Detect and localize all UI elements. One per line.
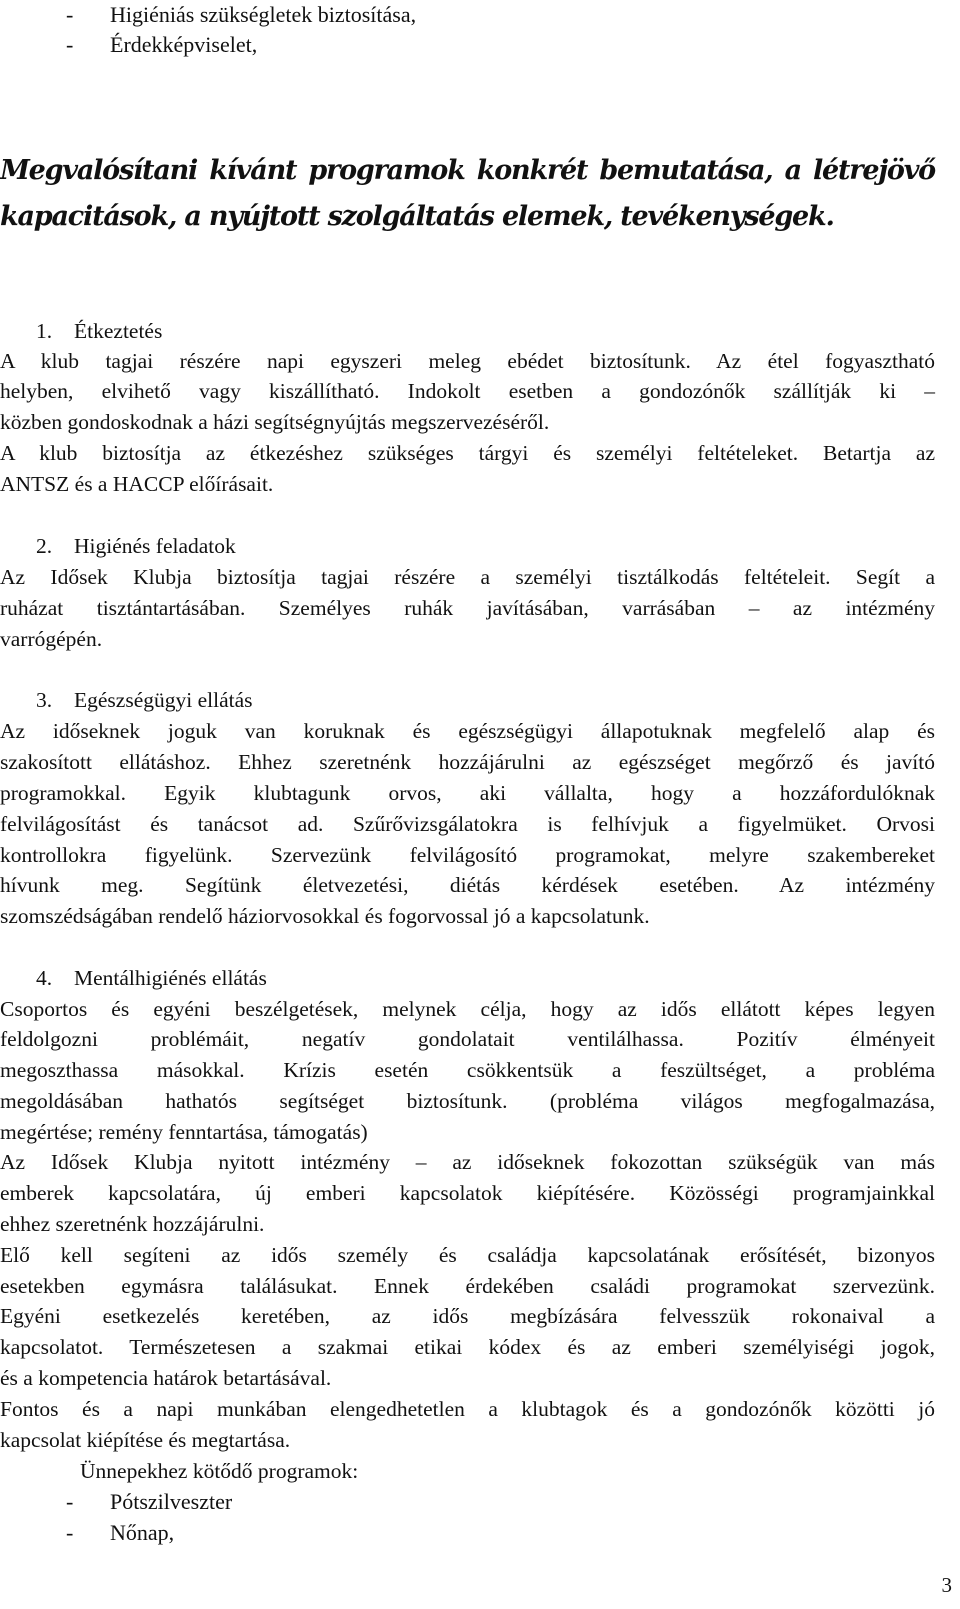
bullet-text: Higiéniás szükségletek biztosítása,: [110, 2, 417, 27]
section-title-text: Higiénés feladatok: [74, 534, 236, 558]
bullet-text: Nőnap,: [110, 1520, 175, 1545]
paragraph-line: felvilágosítást és tanácsot ad. Szűrővizsgálatokra is felhívjuk a figyelmüket. Orvosi: [0, 812, 935, 836]
paragraph-line: megoldásában hathatós segítséget biztosítunk. (probléma világos megfogalmazása,: [0, 1089, 935, 1113]
bullet-item: [66, 0, 416, 30]
paragraph-line: A klub biztosítja az étkezéshez szükséges tárgyi és személyi feltételeket. Betartja az: [0, 441, 935, 465]
section-title-text: Étkeztetés: [74, 319, 163, 343]
paragraph-line: Elő kell segíteni az idős személy és családja kapcsolatának erősítését, bizonyos: [0, 1243, 935, 1267]
section-number: 4.: [36, 966, 53, 990]
section-title-text: Egészségügyi ellátás: [74, 688, 253, 712]
paragraph-line: és a kompetencia határok betartásával.: [0, 1366, 332, 1390]
section-number: 2.: [36, 534, 53, 558]
section-number: 3.: [36, 688, 53, 712]
bullet-item: [66, 1518, 174, 1548]
paragraph-line: ehhez szeretnénk hozzájárulni.: [0, 1212, 265, 1236]
page-number: 3: [941, 1573, 952, 1597]
section-number: 1.: [36, 319, 53, 343]
section-title: [36, 963, 267, 993]
paragraph-line: Az Idősek Klubja biztosítja tagjai részére a személyi tisztálkodás feltételeit. Segít a: [0, 565, 935, 589]
paragraph-line: esetekben egymásra találásukat. Ennek érdekében családi programokat szervezünk.: [0, 1274, 935, 1298]
bullet-dash: -: [66, 1489, 74, 1514]
paragraph-line: programokkal. Egyik klubtagunk orvos, aki vállalta, hogy a hozzáfordulóknak: [0, 781, 935, 805]
paragraph-line: ANTSZ és a HACCP előírásait.: [0, 472, 274, 496]
paragraph-line: helyben, elvihető vagy kiszállítható. Indokolt esetben a gondozónők szállítják ki –: [0, 379, 935, 403]
paragraph-line: szakosított ellátáshoz. Ehhez szeretnénk hozzájárulni az egészséget megőrző és javító: [0, 750, 935, 774]
bullet-dash: -: [66, 32, 74, 57]
paragraph-line: ruházat tisztántartásában. Személyes ruhák javításában, varrásában – az intézmény: [0, 596, 935, 620]
paragraph-line: Az Idősek Klubja nyitott intézmény – az időseknek fokozottan szükségük van más: [0, 1150, 935, 1174]
section-heading-line: kapacitások, a nyújtott szolgáltatás elemek, tevékenységek.: [0, 201, 834, 232]
paragraph-line: kapcsolatot. Természetesen a szakmai etikai kódex és az emberi személyiségi jogok,: [0, 1335, 935, 1359]
paragraph-line: varrógépén.: [0, 627, 103, 651]
section-title: [36, 685, 253, 715]
paragraph-line: feldolgozni problémáit, negatív gondolatait ventilálhassa. Pozitív élményeit: [0, 1027, 935, 1051]
section-title-text: Mentálhigiénés ellátás: [74, 966, 267, 990]
paragraph-line: emberek kapcsolatára, új emberi kapcsolatok kiépítésére. Közösségi programjainkkal: [0, 1181, 935, 1205]
paragraph-line: hívunk meg. Segítünk életvezetési, diétás kérdések esetében. Az intézmény: [0, 873, 935, 897]
paragraph-line: szomszédságában rendelő háziorvosokkal és fogorvossal jó a kapcsolatunk.: [0, 904, 650, 928]
paragraph-line: közben gondoskodnak a házi segítségnyújtás megszervezéséről.: [0, 410, 550, 434]
paragraph-line: megoszthassa másokkal. Krízis esetén csökkentsük a feszültséget, a probléma: [0, 1058, 935, 1082]
paragraph-line: Csoportos és egyéni beszélgetések, melynek célja, hogy az idős ellátott képes legyen: [0, 997, 935, 1021]
paragraph-line: Egyéni esetkezelés keretében, az idős megbízására felvesszük rokonaival a: [0, 1304, 935, 1328]
section-title: [36, 531, 236, 561]
section-heading-line: Megvalósítani kívánt programok konkrét bemutatása, a létrejövő: [0, 155, 935, 186]
section-title: [36, 316, 162, 346]
paragraph-line: megértése; remény fenntartása, támogatás): [0, 1120, 368, 1144]
paragraph-line: Az időseknek joguk van koruknak és egészségügyi állapotuknak megfelelő alap és: [0, 719, 935, 743]
paragraph-line: kapcsolat kiépítése és megtartása.: [0, 1428, 291, 1452]
bullet-dash: -: [66, 1520, 74, 1545]
bullet-item: [66, 1487, 232, 1517]
paragraph-line: A klub tagjai részére napi egyszeri meleg ebédet biztosítunk. Az étel fogyasztható: [0, 349, 935, 373]
programs-title: Ünnepekhez kötődő programok:: [80, 1459, 359, 1483]
bullet-item: [66, 30, 257, 60]
bullet-text: Érdekképviselet,: [110, 32, 258, 57]
bullet-text: Pótszilveszter: [110, 1489, 233, 1514]
bullet-dash: -: [66, 2, 74, 27]
paragraph-line: Fontos és a napi munkában elengedhetetlen a klubtagok és a gondozónők közötti jó: [0, 1397, 935, 1421]
paragraph-line: kontrollokra figyelünk. Szervezünk felvilágosító programokat, melyre szakembereket: [0, 843, 935, 867]
